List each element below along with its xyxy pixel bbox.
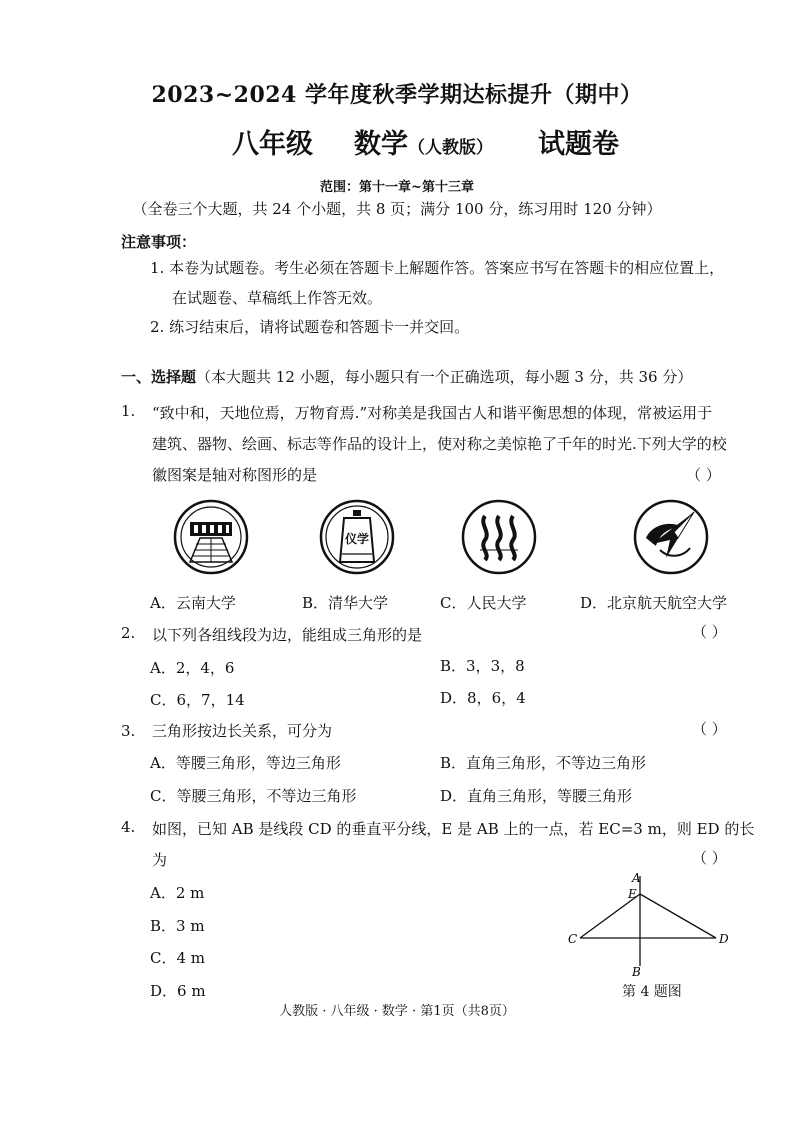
subject-label: [354, 122, 493, 161]
line-ed: [640, 894, 716, 938]
question-1-option-a: A．云南大学: [150, 594, 236, 612]
question-3-stem: 三角形按边长关系，可分为: [152, 722, 333, 740]
question-1-number: 1.: [121, 402, 136, 420]
range-text: 范围：第十一章~第十三章: [320, 180, 474, 195]
section-title: [121, 366, 692, 387]
label-a: A: [632, 871, 641, 885]
question-2-number: 2.: [121, 624, 136, 642]
question-4-line-1: 如图，已知 AB 是线段 CD 的垂直平分线，E 是 AB 上的一点，若 EC=3 m，则 ED 的长: [152, 820, 755, 838]
tsinghua-university-logo: [318, 498, 396, 576]
question-4-option-b: B．3 m: [150, 917, 205, 935]
question-2-option-a: A．2，4，6: [150, 659, 235, 677]
question-1-option-b: B．清华大学: [302, 594, 389, 612]
question-4-figure-caption: 第 4 题图: [622, 984, 682, 1000]
question-3-answer-bracket: （ ）: [692, 720, 727, 738]
label-c: C: [568, 932, 578, 946]
section-desc: （本大题共 12 小题，每小题只有一个正确选项，每小题 3 分，共 36 分）: [196, 368, 693, 386]
notice-item-1-line-2: 在试题卷、草稿纸上作答无效。: [172, 289, 383, 307]
question-2-option-b: B．3，3，8: [440, 657, 525, 675]
beihang-university-logo: [632, 498, 710, 576]
edition-label: （人教版）: [408, 138, 493, 158]
question-2-stem: 以下列各组线段为边，能组成三角形的是: [152, 626, 423, 644]
question-2-option-d: D．8，6，4: [440, 689, 526, 707]
question-4-answer-bracket: （ ）: [692, 849, 727, 867]
question-4-option-d: D．6 m: [150, 982, 206, 1000]
question-4-option-c: C．4 m: [150, 949, 206, 967]
question-1-answer-bracket: （ ）: [686, 466, 721, 484]
svg-text:仪学: 仪学: [344, 532, 370, 546]
label-b: B: [632, 965, 641, 979]
question-4-option-a: A．2 m: [150, 884, 205, 902]
question-1-option-c: C．人民大学: [440, 594, 527, 612]
notice-item-1-line-1: 1. 本卷为试题卷。考生必须在答题卡上解题作答。答案应书写在答题卡的相应位置上，: [150, 259, 725, 277]
exam-title: 2023~2024 学年度秋季学期达标提升（期中）: [151, 82, 643, 108]
grade-label: 八年级: [232, 129, 313, 160]
question-3-option-b: B．直角三角形，不等边三角形: [440, 754, 647, 772]
section-name: 一、选择题: [121, 368, 197, 386]
question-1-line-1: “致中和，天地位焉，万物育焉.”对称美是我国古人和谐平衡思想的体现，常被运用于: [152, 404, 713, 422]
notice-item-2: 2. 练习结束后，请将试题卷和答题卡一并交回。: [150, 318, 470, 336]
label-e: E: [628, 887, 637, 901]
question-3-option-c: C．等腰三角形，不等边三角形: [150, 787, 357, 805]
renmin-university-logo: [460, 498, 538, 576]
question-3-option-d: D．直角三角形，等腰三角形: [440, 787, 633, 805]
question-4-number: 4.: [121, 818, 136, 836]
label-d: D: [719, 932, 729, 946]
question-3-number: 3.: [121, 722, 136, 740]
question-2-option-c: C．6，7，14: [150, 691, 245, 709]
question-1-option-d: D．北京航天航空大学: [580, 594, 728, 612]
notice-heading: 注意事项：: [121, 233, 197, 251]
exam-info: （全卷三个大题，共 24 个小题，共 8 页；满分 100 分，练习用时 120 分钟）: [132, 200, 662, 218]
paper-type-label: 试题卷: [538, 129, 619, 160]
question-4-figure: [560, 870, 740, 980]
yunnan-university-logo: [172, 498, 250, 576]
question-1-line-2: 建筑、器物、绘画、标志等作品的设计上，使对称之美惊艳了千年的时光.下列大学的校: [152, 435, 727, 453]
question-4-line-2: 为: [152, 851, 168, 869]
question-3-option-a: A．等腰三角形，等边三角形: [150, 754, 341, 772]
page-footer: 人教版 · 八年级 · 数学 · 第1页（共8页）: [279, 1004, 515, 1019]
question-1-line-3: 徽图案是轴对称图形的是: [152, 466, 318, 484]
question-2-answer-bracket: （ ）: [692, 623, 727, 641]
subject-name: 数学: [354, 129, 408, 160]
